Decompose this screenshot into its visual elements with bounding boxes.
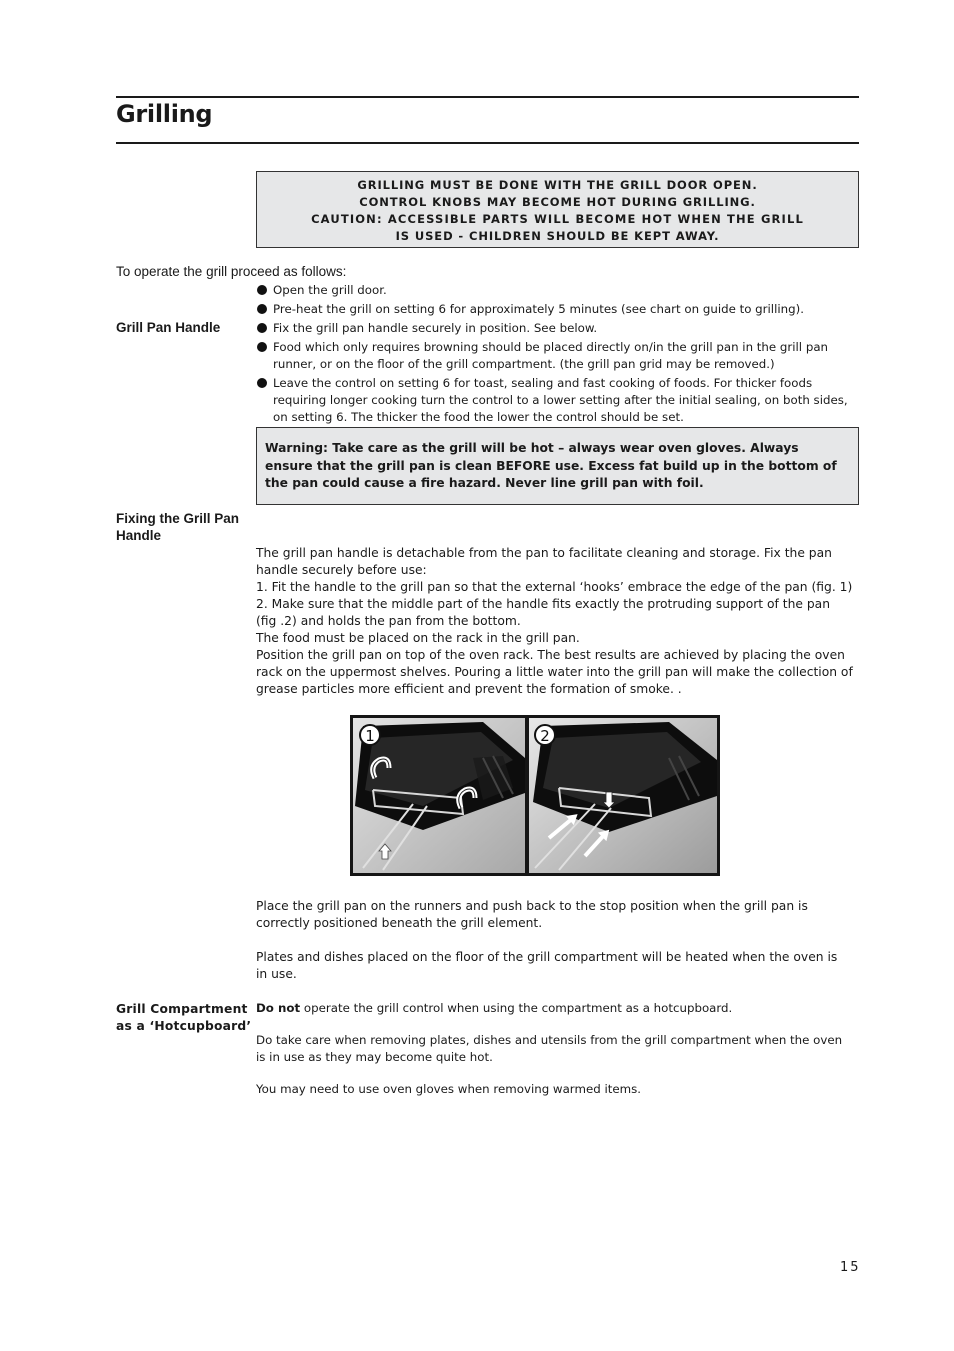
fixing-instructions [256,545,859,698]
do-not-text: operate the grill control when using the compartment as a hotcupboard. [300,1001,733,1015]
plates-text [256,949,859,983]
hotcupboard-care [256,1032,859,1066]
intro-text: To operate the grill proceed as follows: [116,264,347,279]
bullet-icon [257,304,267,314]
hotcupboard-warning [256,1000,859,1017]
paragraph-line: handle securely before use: [256,563,427,577]
list-item [256,339,856,373]
paragraph-line: in use. [256,967,297,981]
paragraph-line: Place the grill pan on the runners and push back to the stop position when the grill pan is [256,899,808,913]
warning-text: Warning: Take care as the grill will be hot – always wear oven gloves. Always ensure that the grill pan is clean BEFORE use. Excess fat build up in the bottom of the pan could cause a fire hazard. Never line grill pan with foil. [265,441,837,490]
list-item-text: Fix the grill pan handle securely in position. See below. [273,321,598,335]
bullet-icon [257,285,267,295]
page-title: Grilling [116,100,213,128]
paragraph-line: Do take care when removing plates, dishes and utensils from the grill compartment when the oven [256,1033,843,1047]
caution-line: IS USED - CHILDREN SHOULD BE KEPT AWAY. [395,229,720,243]
side-label-line: Grill Compartment [116,1002,248,1016]
list-item-text: Food which only requires browning should be placed directly on/in the grill pan in the grill pan runner, or on the floor of the grill compartment. (the grill pan grid may be removed.) [273,340,829,371]
paragraph-line: grease particles more efficient and prevent the formation of smoke. . [256,682,682,696]
paragraph-line: Plates and dishes placed on the floor of the grill compartment will be heated when the oven is [256,950,838,964]
instruction-list [256,282,856,428]
figure-2-label: 2 [540,727,550,745]
place-pan-text [256,898,859,932]
side-label-line: as a ‘Hotcupboard’ [116,1019,252,1033]
paragraph-line: 2. Make sure that the middle part of the handle fits exactly the protruding support of the pan [256,597,831,611]
grill-pan-photo-2 [529,718,717,873]
bullet-icon [257,342,267,352]
list-item [256,320,856,337]
list-item-text: Pre-heat the grill on setting 6 for approximately 5 minutes (see chart on guide to grilling). [273,302,804,316]
list-item-text: Open the grill door. [273,283,387,297]
side-label-grill-pan-handle: Grill Pan Handle [116,320,221,335]
paragraph-line: The grill pan handle is detachable from the pan to facilitate cleaning and storage. Fix the pan [256,546,832,560]
grill-pan-photo-1 [353,718,525,873]
caution-line: CONTROL KNOBS MAY BECOME HOT DURING GRILLING. [359,195,756,209]
bullet-icon [257,323,267,333]
paragraph-line: The food must be placed on the rack in the grill pan. [256,631,580,645]
grill-pan-figure [350,715,720,876]
caution-box [256,171,859,248]
list-item [256,301,856,318]
figure-1-label: 1 [365,727,375,745]
side-label-hotcupboard [116,1001,251,1035]
bullet-icon [257,378,267,388]
do-not-emphasis: Do not [256,1001,301,1015]
paragraph-line: is in use as they may become quite hot. [256,1050,493,1064]
list-item [256,375,856,426]
top-rule [116,96,859,98]
figure-2-panel [529,718,717,873]
caution-line: GRILLING MUST BE DONE WITH THE GRILL DOOR OPEN. [357,178,758,192]
paragraph-line: 1. Fit the handle to the grill pan so that the external ‘hooks’ embrace the edge of the pan (fig. 1) [256,580,853,594]
paragraph-line: Position the grill pan on top of the oven rack. The best results are achieved by placing the oven [256,648,845,662]
side-label-fixing-handle [116,510,239,544]
warning-box [256,427,859,505]
list-item [256,282,856,299]
side-label-line: Fixing the Grill Pan [116,511,240,526]
caution-line: CAUTION: ACCESSIBLE PARTS WILL BECOME HOT WHEN THE GRILL [311,212,804,226]
figure-1-panel [353,718,525,873]
paragraph-line: rack on the uppermost shelves. Pouring a little water into the grill pan will make the collection of [256,665,853,679]
list-item-text: Leave the control on setting 6 for toast, sealing and fast cooking of foods. For thicker foods requiring longer cooking turn the control to a lower setting after the initial sealing, on both sides, on setting 6. The thicker the food the lower the control should be set. [273,376,848,424]
paragraph-line: correctly positioned beneath the grill element. [256,916,543,930]
title-underline [116,142,859,144]
oven-gloves-note [256,1081,859,1098]
page-number: 15 [840,1260,861,1275]
paragraph-line: You may need to use oven gloves when removing warmed items. [256,1082,641,1096]
paragraph-line: (fig .2) and holds the pan from the bottom. [256,614,521,628]
side-label-line: Handle [116,528,162,543]
